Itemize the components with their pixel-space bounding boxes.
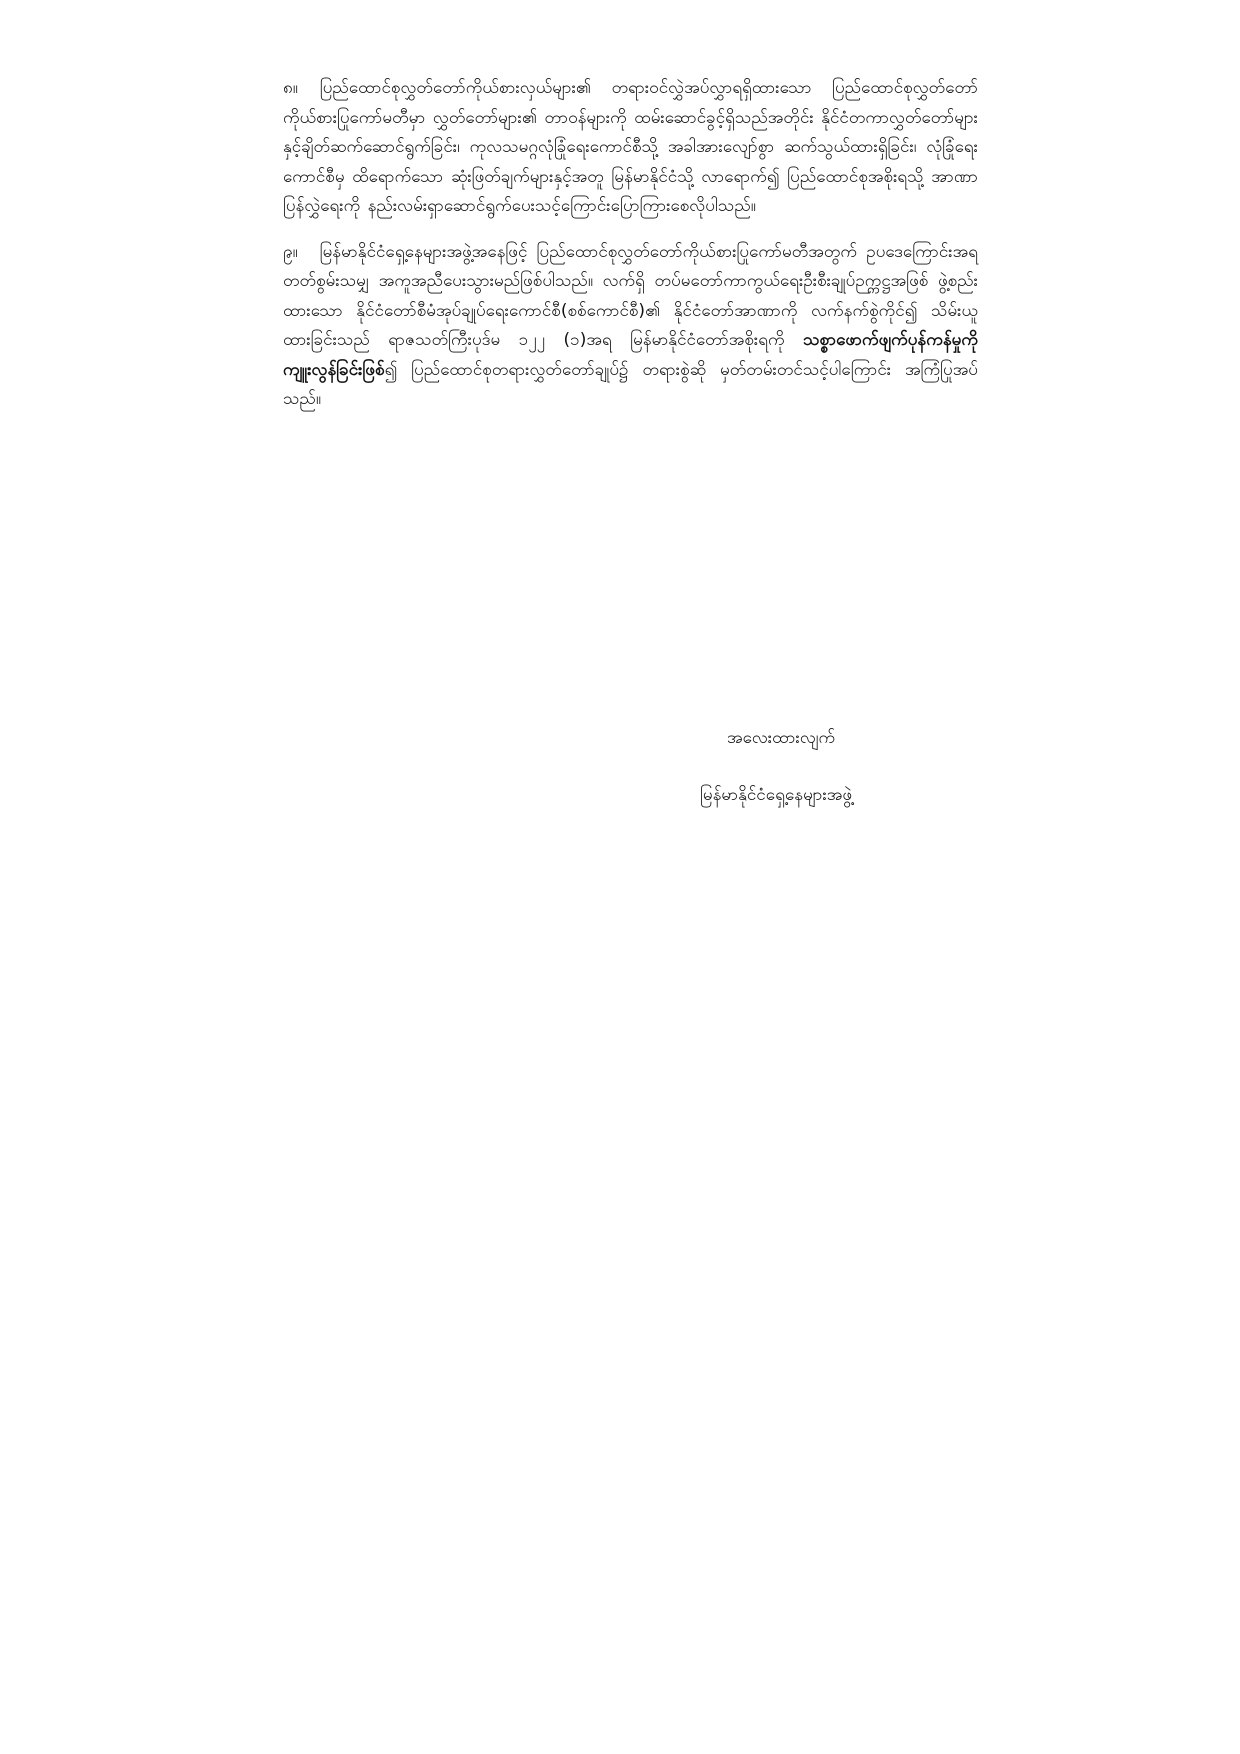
paragraph-bold-text: သစ္စာဖောက်ဖျက်ပုန်ကန်မှုကို ကျူးလွန်ခြင်းဖြစ် xyxy=(283,330,978,380)
paragraph-text: မြန်မာနိုင်ငံရှေ့နေများအဖွဲ့အနေဖြင့် ပြည်ထောင်စုလွှတ်တော်ကိုယ်စားပြုကော်မတီအတွက် ဥပဒေကြောင်းအရ တတ်စွမ်းသမျှ အကူအညီပေးသွားမည်ဖြစ်ပါသည်။ လက်ရှိ တပ်မတော်ကာကွယ်ရေးဦးစီးချုပ်ဉက္ကဋ္ဌအဖြစ် ဖွဲ့စည်းထားသော နိုင်ငံတော်စီမံအုပ်ချုပ်ရေးကောင်စီ(စစ်ကောင်စီ)၏ နိုင်ငံတော်အာဏာကို လက်နက်စွဲကိုင်၍ သိမ်းယူထားခြင်းသည် ရာဇသတ်ကြီးပုဒ်မ ၁၂၂ (၁)အရ မြန်မာနိုင်ငံတော်အစိုးရကို xyxy=(283,241,978,350)
paragraph-number: ၉။ xyxy=(283,241,298,262)
signatory-organization: မြန်မာနိုင်ငံရှေ့နေများအဖွဲ့ xyxy=(700,785,853,805)
paragraph-9 xyxy=(283,238,978,415)
closing-salutation: အလေးထားလျက် xyxy=(727,728,836,748)
paragraph-8 xyxy=(283,74,978,222)
letter-body xyxy=(283,74,978,431)
paragraph-number: ၈။ xyxy=(283,78,298,98)
paragraph-text-end: ၍ ပြည်ထောင်စုတရားလွှတ်တော်ချုပ်၌ တရားစွဲဆို မှတ်တမ်းတင်သင့်ပါကြောင်း အကြံပြုအပ်သည်။ xyxy=(283,359,978,409)
paragraph-text: ပြည်ထောင်စုလွှတ်တော်ကိုယ်စားလှယ်များ၏ တရားဝင်လွှဲအပ်လွှာရရှိထားသော ပြည်ထောင်စုလွှတ်တော်ကိုယ်စားပြုကော်မတီမှာ လွှတ်တော်များ၏ တာဝန်များကို ထမ်းဆောင်ခွင့်ရှိသည်အတိုင်း နိုင်ငံတကာလွှတ်တော်များနှင့်ချိတ်ဆက်ဆောင်ရွက်ခြင်း၊ ကုလသမဂ္ဂလုံခြုံရေးကောင်စီသို့ အခါအားလျော်စွာ ဆက်သွယ်ထားရှိခြင်း၊ လုံခြုံရေးကောင်စီမှ ထိရောက်သော ဆုံးဖြတ်ချက်များနှင့်အတူ မြန်မာနိုင်ငံသို့ လာရောက်၍ ပြည်ထောင်စုအစိုးရသို့ အာဏာပြန်လွှဲရေးကို နည်းလမ်းရှာဆောင်ရွက်ပေးသင့်ကြောင်းပြောကြားစေလိုပါသည်။ xyxy=(283,78,978,216)
